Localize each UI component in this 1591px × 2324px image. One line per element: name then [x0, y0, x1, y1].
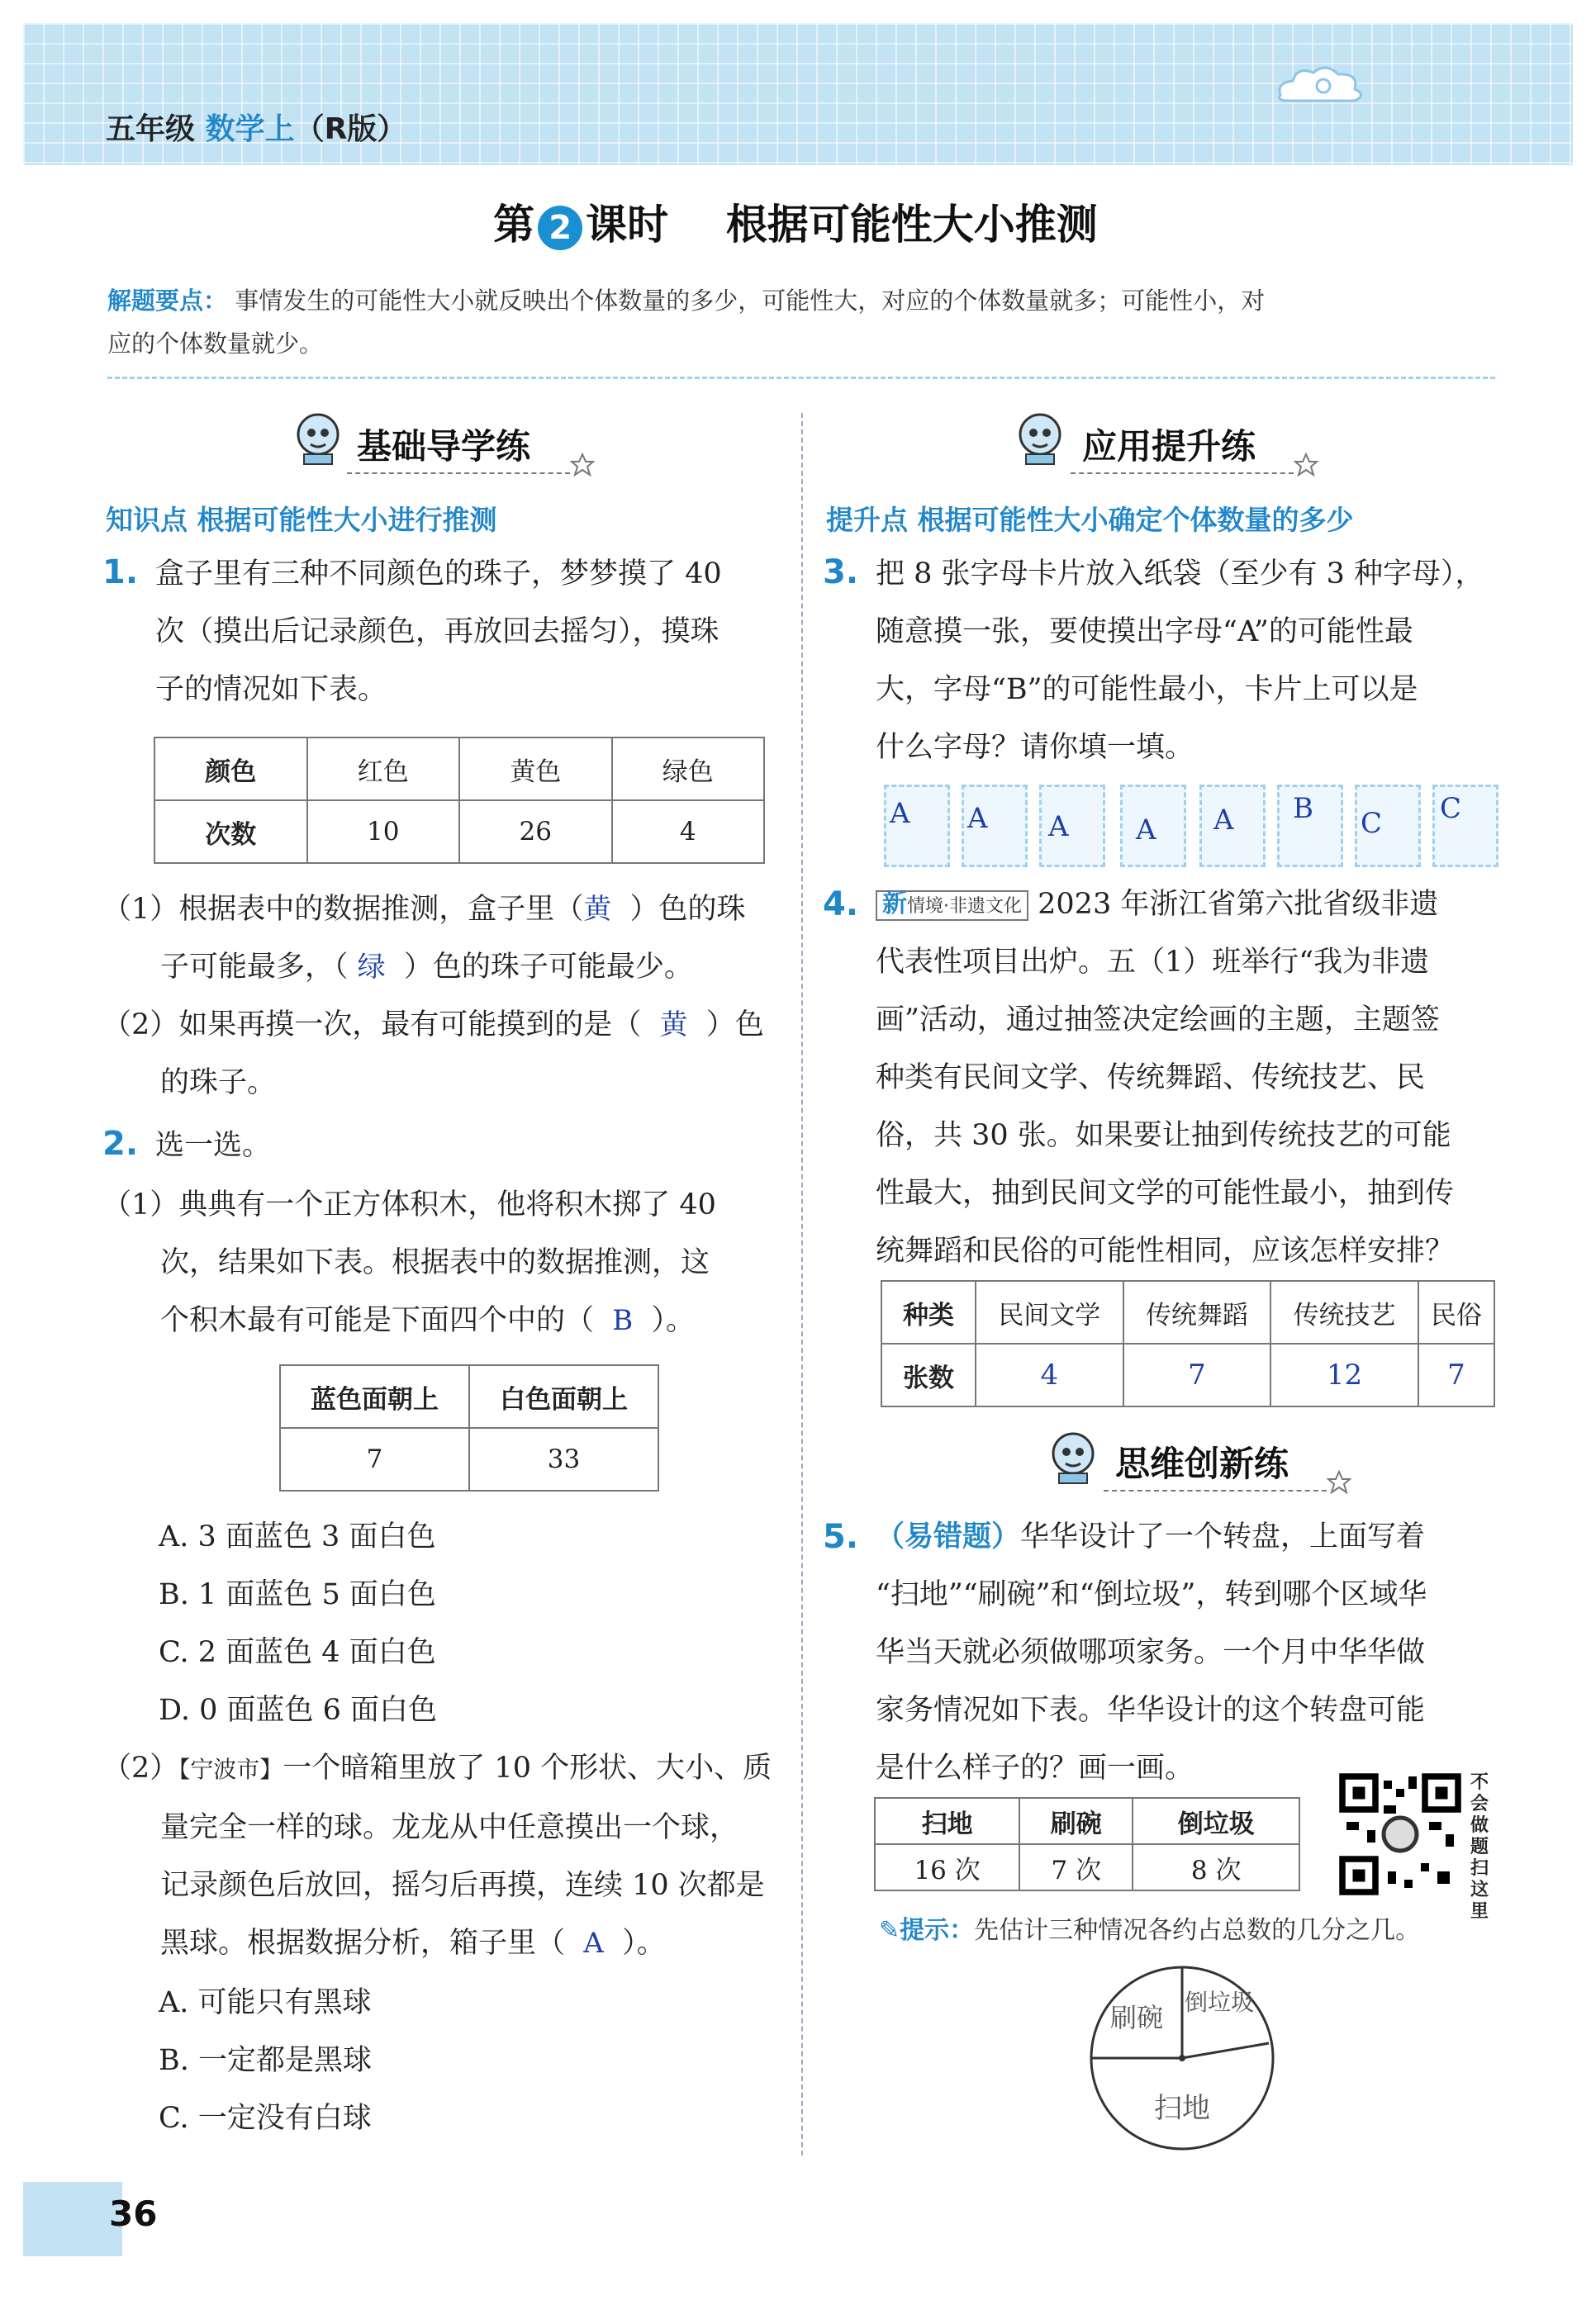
- option-a: A. 3 面蓝色 3 面白色: [159, 1520, 436, 1553]
- spinner-label-trash: 倒垃圾: [1184, 1989, 1255, 2016]
- table-cell: 7 次: [1019, 1844, 1133, 1890]
- star-icon: [1294, 453, 1318, 477]
- table-cell: 26: [459, 800, 612, 863]
- upgrade-point: [826, 499, 1354, 538]
- option-c: C. 一定没有白球: [159, 2102, 372, 2135]
- question-2-intro: 选一选。: [155, 1129, 272, 1162]
- table-cell: 7: [280, 1428, 469, 1491]
- table-cell: 10: [307, 800, 460, 863]
- table-header: 种类: [881, 1281, 976, 1344]
- card-letter: A: [967, 802, 988, 835]
- option-d: D. 0 面蓝色 6 面白色: [159, 1694, 437, 1727]
- answer-5: A: [583, 1927, 604, 1960]
- q1-p2-text: （2）如果再摸一次，最有可能摸到的是（: [102, 1008, 642, 1041]
- q4-line: 性最大，抽到民间文学的可能性最小，抽到传: [876, 1177, 1455, 1210]
- q1-p1-text: ）色的珠子可能最少。: [403, 951, 693, 984]
- table-header: 传统技艺: [1270, 1281, 1418, 1344]
- q3-line: 什么字母？请你填一填。: [876, 731, 1194, 764]
- q4-line: 画”活动，通过抽签决定绘画的主题，主题签: [876, 1003, 1440, 1036]
- answer-2: 绿: [357, 951, 386, 984]
- lightbulb-icon: ✎: [879, 1916, 900, 1945]
- spinner-drawing: [1087, 1961, 1277, 2156]
- table-header: 刷碗: [1019, 1798, 1133, 1844]
- table-header: 蓝色面朝上: [280, 1365, 469, 1428]
- q1-line-1: 盒子里有三种不同颜色的珠子，梦梦摸了 40: [155, 557, 722, 590]
- q5-table: [874, 1797, 1300, 1891]
- upgrade-label: 提升点: [826, 504, 908, 536]
- option-b: B. 一定都是黑球: [159, 2044, 372, 2077]
- question-5-text: [876, 1508, 1528, 1797]
- spinner-label-sweep: 扫地: [1154, 2092, 1210, 2125]
- q5-line: 华华设计了一个转盘，上面写着: [1020, 1520, 1426, 1553]
- card-letter: C: [1440, 792, 1462, 825]
- table-header: 白色面朝上: [469, 1365, 658, 1428]
- table-header: 绿色: [612, 738, 765, 800]
- table-header: 传统舞蹈: [1123, 1281, 1271, 1344]
- region-tag: 【宁波市】: [178, 1756, 283, 1783]
- card-letter: A: [1213, 804, 1234, 837]
- q2-p2-line: 记录颜色后放回，摇匀后再摸，连续 10 次都是: [160, 1869, 765, 1902]
- knowledge-text: 根据可能性大小进行推测: [197, 504, 497, 536]
- q2-part-1: [102, 1176, 796, 1349]
- q1-p2-text: 的珠子。: [160, 1066, 277, 1099]
- table-header: 黄色: [459, 738, 612, 800]
- table-cell: 次数: [154, 800, 307, 863]
- q2-p1-line: （1）典典有一个正方体积木，他将积木掷了 40: [102, 1188, 716, 1221]
- section-title-applied: 应用提升练: [1082, 426, 1256, 467]
- q2-p2-line: （2）: [102, 1752, 179, 1785]
- table-header: 民俗: [1418, 1281, 1494, 1344]
- edition-label: （R版）: [294, 112, 407, 146]
- question-number-1: 1.: [102, 553, 139, 591]
- answer-cell: 12: [1270, 1344, 1418, 1406]
- upgrade-text: 根据可能性大小确定个体数量的多少: [917, 504, 1354, 536]
- answer-4: B: [612, 1304, 634, 1337]
- q4-line: 2023 年浙江省第六批省级非遗: [1038, 888, 1439, 921]
- tag-new: 新: [882, 889, 907, 918]
- q1-subquestions: [102, 880, 796, 1112]
- section-underline: [1071, 472, 1294, 474]
- key-points-text-2: 应的个体数量就少。: [107, 330, 324, 358]
- star-icon: [570, 453, 595, 477]
- answer-cell: 4: [976, 1344, 1123, 1406]
- option-b: B. 1 面蓝色 5 面白色: [159, 1578, 436, 1611]
- key-points-label: 解题要点：: [107, 287, 228, 315]
- mascot-icon: [1011, 410, 1069, 467]
- q5-line: “扫地”“刷碗”和“倒垃圾”，转到哪个区域华: [876, 1578, 1427, 1611]
- q1-line-2: 次（摸出后记录颜色，再放回去摇匀），摸珠: [155, 615, 720, 648]
- table-header: 扫地: [875, 1798, 1019, 1844]
- q2-p2-line: 黑球。根据数据分析，箱子里（: [160, 1927, 566, 1960]
- letter-card: [1355, 785, 1421, 867]
- section-underline: [1104, 1490, 1327, 1492]
- lesson-suffix: 课时: [586, 201, 669, 249]
- q4-line: 种类有民间文学、传统舞蹈、传统技艺、民: [876, 1061, 1426, 1094]
- q1-p1-text: 子可能最多，（: [160, 951, 349, 984]
- q2-p1-line: ）。: [651, 1304, 696, 1337]
- q4-line: 代表性项目出炉。五（1）班举行“我为非遗: [876, 946, 1430, 979]
- q1-line-3: 子的情况如下表。: [155, 673, 387, 706]
- table-header: 颜色: [154, 738, 307, 800]
- table-cell: 33: [469, 1428, 658, 1491]
- option-c: C. 2 面蓝色 4 面白色: [159, 1636, 436, 1669]
- table-header: 民间文学: [976, 1281, 1123, 1344]
- book-title: [106, 106, 406, 148]
- q3-line: 把 8 张字母卡片放入纸袋（至少有 3 种字母），: [876, 557, 1484, 590]
- card-letter: B: [1293, 792, 1313, 825]
- q5-line: 华当天就必须做哪项家务。一个月中华华做: [876, 1636, 1426, 1669]
- q1-p1-text: ）色的珠: [629, 893, 746, 926]
- question-number-5: 5.: [823, 1518, 859, 1556]
- lesson-title: [0, 192, 1591, 251]
- page-number: 36: [109, 2194, 158, 2234]
- q3-line: 大，字母“B”的可能性最小，卡片上可以是: [876, 673, 1418, 706]
- hint-label: 提示：: [900, 1916, 975, 1945]
- answer-3: 黄: [659, 1008, 688, 1041]
- answer-1: 黄: [583, 893, 612, 926]
- context-tag: [876, 890, 1028, 921]
- q2-options-1: [159, 1508, 437, 1739]
- question-3-text: [876, 545, 1528, 776]
- q5-line: 家务情况如下表。华华设计的这个转盘可能: [876, 1694, 1426, 1727]
- q2-part-2: [102, 1739, 796, 1972]
- hint-text: 先估计三种情况各约占总数的几分之几。: [974, 1916, 1421, 1945]
- q2-p2-line: ）。: [622, 1927, 666, 1960]
- column-divider: [801, 413, 803, 2156]
- letter-card: [962, 785, 1028, 867]
- hint-line: [879, 1909, 1420, 1946]
- answer-cell: 7: [1123, 1344, 1271, 1406]
- cloud-icon: [1272, 58, 1371, 107]
- answer-cell: 7: [1418, 1344, 1494, 1406]
- q1-p2-text: ）色: [705, 1008, 764, 1041]
- q2-p1-line: 次，结果如下表。根据表中的数据推测，这: [160, 1246, 710, 1279]
- grade-label: 五年级: [106, 112, 196, 146]
- letter-card: [1120, 785, 1186, 867]
- question-1-text: [155, 545, 791, 719]
- spinner-label-wash: 刷碗: [1109, 2002, 1164, 2033]
- q4-table: [881, 1280, 1495, 1407]
- mascot-icon: [1044, 1429, 1102, 1487]
- letter-card: [1199, 785, 1266, 867]
- q4-line: 俗，共 30 张。如果要让抽到传统技艺的可能: [876, 1119, 1451, 1152]
- subject-label: 数学上: [205, 112, 295, 146]
- lesson-topic: 根据可能性大小推测: [725, 201, 1098, 249]
- q5-line: 是什么样子的？画一画。: [876, 1752, 1194, 1785]
- qr-code-icon[interactable]: [1338, 1772, 1462, 1896]
- letter-card: [1277, 785, 1343, 867]
- letter-card: [884, 785, 950, 867]
- q2-p1-line: 个积木最有可能是下面四个中的（: [160, 1304, 595, 1337]
- table-cell: 16 次: [875, 1844, 1019, 1890]
- section-underline: [347, 472, 570, 474]
- error-prone-tag: （易错题）: [876, 1520, 1021, 1553]
- card-letter: A: [1136, 813, 1156, 847]
- lesson-number-badge: 2: [538, 206, 582, 250]
- q2-table: [279, 1364, 659, 1492]
- section-title-thinking: 思维创新练: [1115, 1444, 1289, 1484]
- q1-table: [154, 737, 765, 864]
- card-letter: A: [1048, 810, 1069, 843]
- key-points: [107, 279, 1495, 379]
- q1-p1-text: （1）根据表中的数据推测，盒子里（: [102, 893, 584, 926]
- tag-text: 情境·非遗文化: [907, 896, 1022, 917]
- qr-caption: 不会做题扫这里: [1470, 1772, 1489, 1922]
- knowledge-point: [106, 499, 497, 538]
- q4-line: 统舞蹈和民俗的可能性相同，应该怎样安排？: [876, 1235, 1455, 1268]
- option-a: A. 可能只有黑球: [159, 1986, 372, 2019]
- table-cell: 8 次: [1133, 1844, 1299, 1890]
- section-title-basic: 基础导学练: [357, 426, 531, 467]
- card-letter: C: [1361, 807, 1383, 840]
- letter-card: [1432, 785, 1498, 867]
- card-letter: A: [890, 797, 910, 830]
- q2-p2-line: 量完全一样的球。龙龙从中任意摸出一个球，: [160, 1811, 739, 1844]
- page-number-tab: [23, 2182, 122, 2256]
- question-number-2: 2.: [102, 1125, 139, 1163]
- question-number-3: 3.: [823, 553, 859, 591]
- key-points-text-1: 事情发生的可能性大小就反映出个体数量的多少，可能性大，对应的个体数量就多；可能性小，对: [235, 287, 1266, 315]
- q2-options-2: [159, 1974, 372, 2147]
- q2-p2-line: 一个暗箱里放了 10 个形状、大小、质: [283, 1752, 772, 1785]
- letter-card: [1039, 785, 1105, 867]
- question-number-4: 4.: [823, 885, 859, 923]
- knowledge-label: 知识点: [106, 504, 188, 536]
- table-header: 倒垃圾: [1133, 1798, 1299, 1844]
- lesson-prefix: 第: [493, 201, 535, 249]
- q3-line: 随意摸一张，要使摸出字母“A”的可能性最: [876, 615, 1413, 648]
- question-4-text: [876, 875, 1528, 1280]
- table-header: 红色: [307, 738, 460, 800]
- star-icon: [1327, 1470, 1351, 1495]
- table-cell: 4: [612, 800, 765, 863]
- table-cell: 张数: [881, 1344, 976, 1406]
- mascot-icon: [289, 410, 347, 467]
